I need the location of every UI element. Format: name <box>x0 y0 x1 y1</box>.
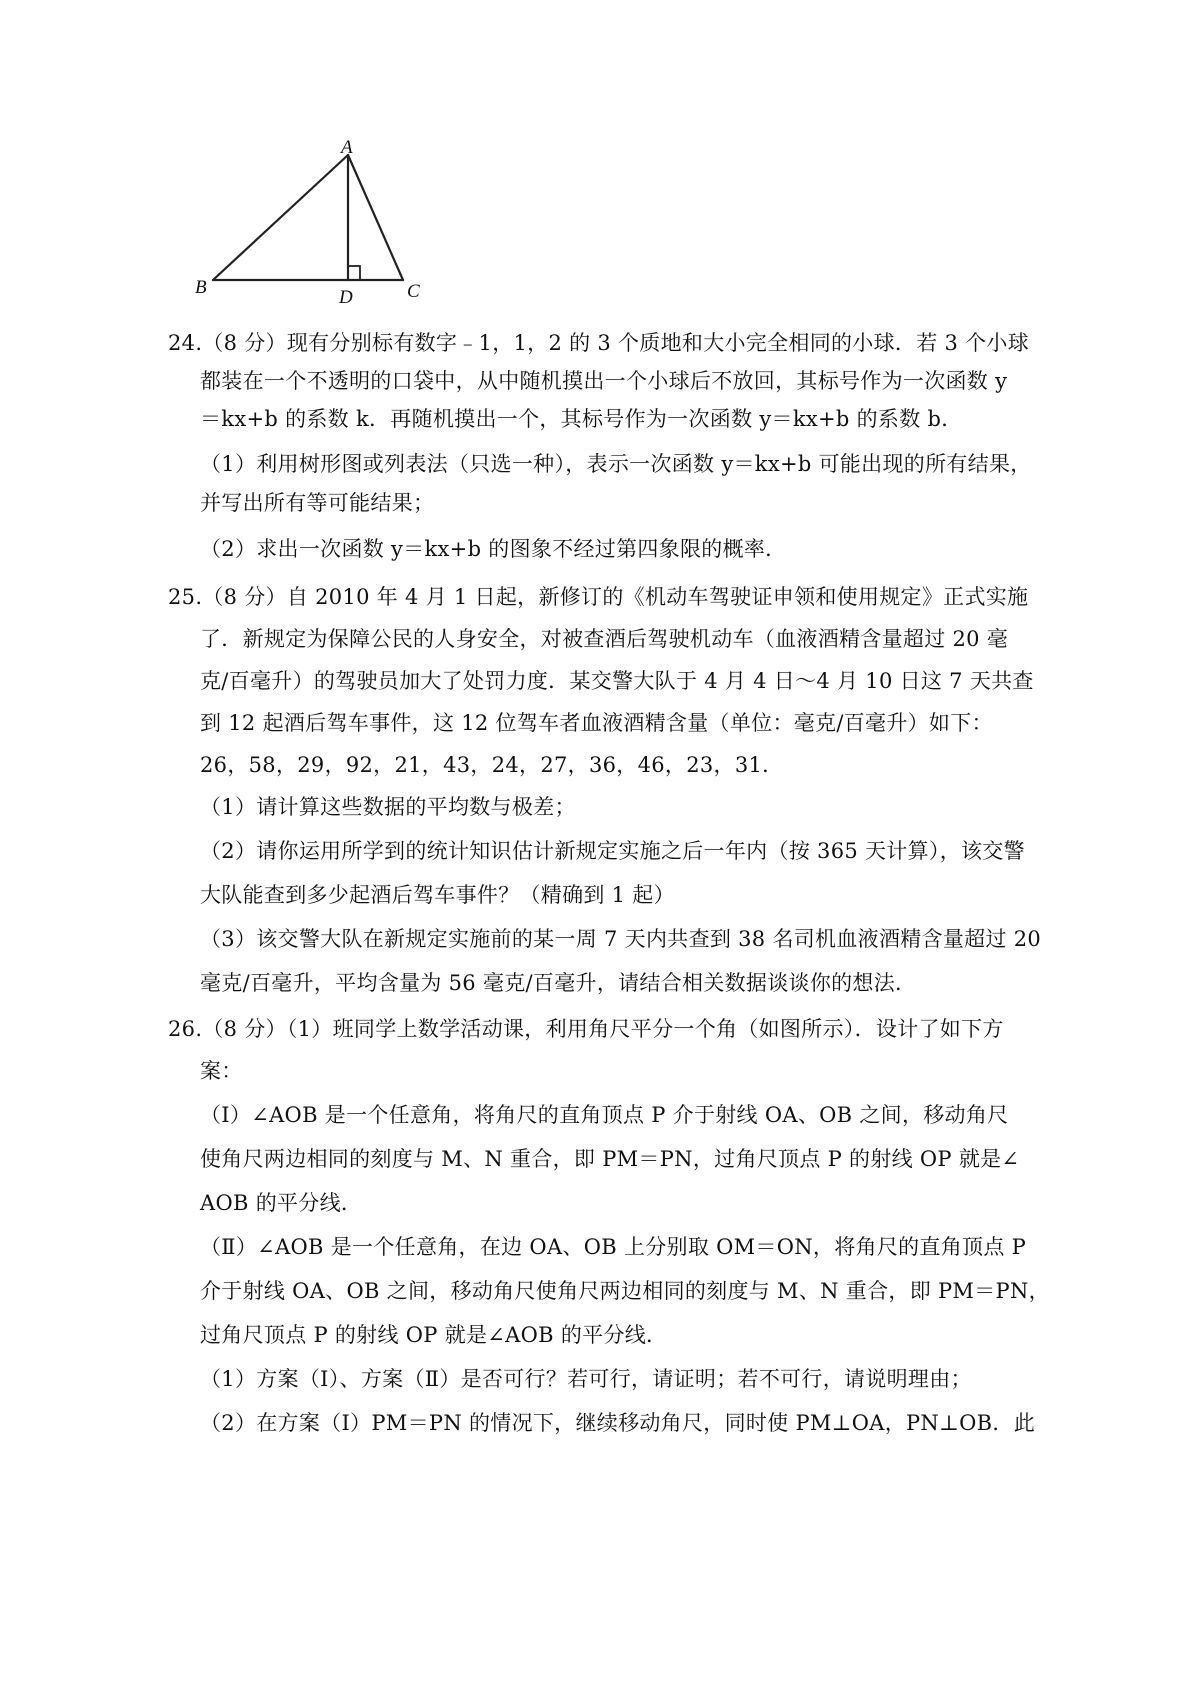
label-b: B <box>195 277 207 298</box>
q25-line-2: 了．新规定为保障公民的人身安全，对被查酒后驾驶机动车（血液酒精含量超过 20 毫 <box>200 627 1009 651</box>
q26-line-7: 介于射线 OA、OB 之间，移动角尺使角尺两边相同的刻度与 M、N 重合，即 PM＝PN， <box>200 1279 1050 1303</box>
q24-line-2: 都装在一个不透明的口袋中，从中随机摸出一个小球后不放回，其标号作为一次函数 y <box>200 369 1008 393</box>
q26-line-4: 使角尺两边相同的刻度与 M、N 重合，即 PM＝PN，过角尺顶点 P 的射线 OP 就是∠ <box>200 1147 1020 1171</box>
q26-line-9: （1）方案（Ⅰ）、方案（Ⅱ）是否可行？若可行，请证明；若不可行，请说明理由； <box>200 1367 972 1391</box>
q24-line-5: 并写出所有等可能结果； <box>200 491 435 515</box>
q26-line-3: （Ⅰ）∠AOB 是一个任意角，将角尺的直角顶点 P 介于射线 OA、OB 之间，移动角尺 <box>200 1103 1009 1127</box>
q24-line-1: 24.（8 分）现有分别标有数字﹣1，1，2 的 3 个质地和大小完全相同的小球．若 3 个小球 <box>168 331 1030 355</box>
right-angle-mark <box>348 266 360 280</box>
q25-data-line: 26，58，29，92，21，43，24，27，36，46，23，31． <box>200 753 784 777</box>
side-ab <box>213 155 348 280</box>
q26-line-8: 过角尺顶点 P 的射线 OP 就是∠AOB 的平分线． <box>200 1323 668 1347</box>
q25-line-7: （2）请你运用所学到的统计知识估计新规定实施之后一年内（按 365 天计算），该交警 <box>200 839 1025 863</box>
label-c: C <box>407 281 420 302</box>
q26-line-10: （2）在方案（Ⅰ）PM＝PN 的情况下，继续移动角尺，同时使 PM⊥OA，PN⊥OB．此 <box>200 1411 1036 1435</box>
q24-line-6: （2）求出一次函数 y＝kx+b 的图象不经过第四象限的概率． <box>200 537 787 561</box>
side-ac <box>348 155 403 280</box>
q25-line-3: 克/百毫升）的驾驶员加大了处罚力度．某交警大队于 4 月 4 日～4 月 10 日这 7 天共查 <box>200 669 1034 693</box>
triangle-figure <box>195 140 440 325</box>
q24-line-3: ＝kx+b 的系数 k．再随机摸出一个，其标号作为一次函数 y＝kx+b 的系数 b． <box>200 407 963 431</box>
label-d: D <box>339 287 353 308</box>
q26-line-6: （Ⅱ）∠AOB 是一个任意角，在边 OA、OB 上分别取 OM＝ON，将角尺的直角顶点 P <box>200 1235 1027 1259</box>
q25-line-8: 大队能查到多少起酒后驾车事件？（精确到 1 起） <box>200 883 675 907</box>
q25-line-4: 到 12 起酒后驾车事件，这 12 位驾车者血液酒精含量（单位：毫克/百毫升）如下： <box>200 711 993 735</box>
q25-line-10: 毫克/百毫升，平均含量为 56 毫克/百毫升，请结合相关数据谈谈你的想法． <box>200 971 917 995</box>
q24-line-4: （1）利用树形图或列表法（只选一种），表示一次函数 y＝kx+b 可能出现的所有结果， <box>200 452 1032 476</box>
q25-line-1: 25.（8 分）自 2010 年 4 月 1 日起，新修订的《机动车驾驶证申领和使用规定》正式实施 <box>168 585 1029 609</box>
q26-line-5: AOB 的平分线． <box>200 1191 363 1215</box>
q25-line-9: （3）该交警大队在新规定实施前的某一周 7 天内共查到 38 名司机血液酒精含量超过 20 <box>200 927 1042 951</box>
q26-line-1: 26.（8 分）（1）班同学上数学活动课，利用角尺平分一个角（如图所示）．设计了如下方 <box>168 1017 1004 1041</box>
q26-line-2: 案： <box>200 1059 243 1083</box>
q25-line-6: （1）请计算这些数据的平均数与极差； <box>200 795 576 819</box>
label-a: A <box>341 140 353 158</box>
